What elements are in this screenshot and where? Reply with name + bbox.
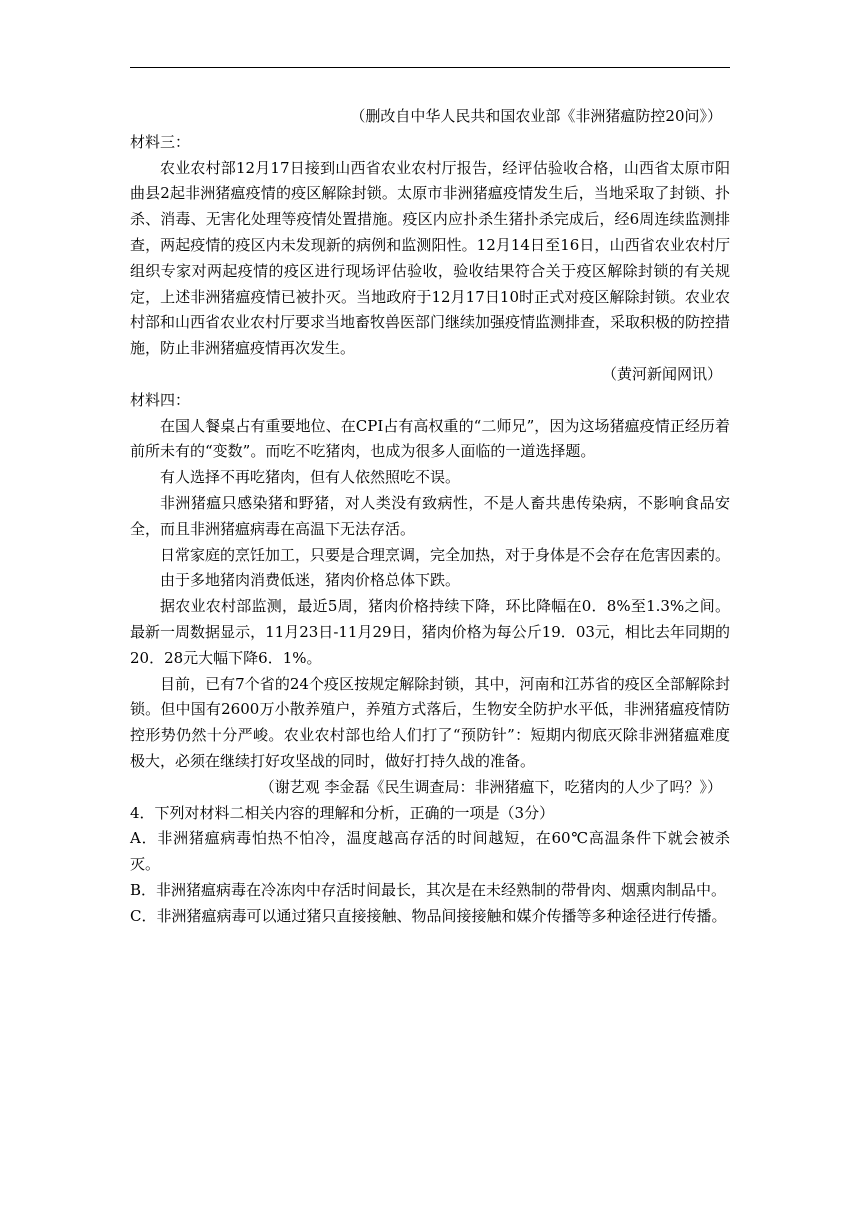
material4-paragraph-5: 由于多地猪肉消费低迷，猪肉价格总体下跌。: [160, 571, 461, 590]
header-rule: [130, 67, 730, 68]
material4-paragraph-6: 据农业农村部监测，最近5周，猪肉价格持续下降，环比降幅在0．8%至1.3%之间。最新一周数据显示，11月23日-11月29日，猪肉价格为每公斤19．03元，相比去年同期的20．28元大幅下降6．1%。: [130, 597, 730, 667]
source-material4: （谢艺观 李金磊《民生调查局：非洲猪瘟下，吃猪肉的人少了吗？》）: [259, 777, 722, 796]
material4-paragraph-1: 在国人餐桌占有重要地位、在CPI占有高权重的“二师兄”，因为这场猪瘟疫情正经历着前所未有的“变数”。而吃不吃猪肉，也成为很多人面临的一道选择题。: [130, 416, 730, 461]
source-material2: （删改自中华人民共和国农业部《非洲猪瘟防控20问》）: [350, 107, 722, 125]
material3-paragraph: 农业农村部12月17日接到山西省农业农村厅报告，经评估验收合格，山西省太原市阳曲县2起非洲猪瘟疫情的疫区解除封锁。太原市非洲猪瘟疫情发生后，当地采取了封锁、扑杀、消毒、无害化处理等疫情处置措施。疫区内应扑杀生猪扑杀完成后，经6周连续监测排查，两起疫情的疫区内未发现新的病例和监测阳性。12月14日至16日，山西省农业农村厅组织专家对两起疫情的疫区进行现场评估验收，验收结果符合关于疫区解除封锁的有关规定，上述非洲猪瘟疫情已被扑灭。当地政府于12月17日10时正式对疫区解除封锁。农业农村部和山西省农业农村厅要求当地畜牧兽医部门继续加强疫情监测排查，采取积极的防控措施，防止非洲猪瘟疫情再次发生。: [130, 158, 731, 358]
document-page: [130, 104, 730, 930]
question-4-option-a: A．非洲猪瘟病毒怕热不怕冷，温度越高存活的时间越短，在60℃高温条件下就会被杀灭。: [130, 829, 730, 874]
question-4-option-c: C．非洲猪瘟病毒可以通过猪只直接接触、物品间接接触和媒介传播等多种途径进行传播。: [130, 906, 727, 925]
material4-paragraph-7: 目前，已有7个省的24个疫区按规定解除封锁，其中，河南和江苏省的疫区全部解除封锁。但中国有2600万小散养殖户，养殖方式落后，生物安全防护水平低，非洲猪瘟疫情防控形势仍然十分严峻。农业农村部也给人们打了“预防针”：短期内彻底灭除非洲猪瘟难度极大，必须在继续打好攻坚战的同时，做好打持久战的准备。: [130, 674, 730, 770]
material4-paragraph-4: 日常家庭的烹饪加工，只要是合理烹调，完全加热，对于身体是不会存在危害因素的。: [160, 545, 731, 564]
material4-paragraph-3: 非洲猪瘟只感染猪和野猪，对人类没有致病性，不是人畜共患传染病，不影响食品安全，而且非洲猪瘟病毒在高温下无法存活。: [130, 493, 730, 538]
material3-heading: 材料三：: [130, 132, 191, 151]
question-4-option-b: B．非洲猪瘟病毒在冷冻肉中存活时间最长，其次是在未经熟制的带骨肉、烟熏肉制品中。: [130, 880, 727, 899]
source-material3: （黄河新闻网讯）: [601, 364, 722, 383]
question-4-stem: 4．下列对材料二相关内容的理解和分析，正确的一项是（3分）: [130, 803, 555, 822]
material4-heading: 材料四：: [130, 390, 191, 409]
material4-paragraph-2: 有人选择不再吃猪肉，但有人依然照吃不误。: [160, 468, 461, 487]
